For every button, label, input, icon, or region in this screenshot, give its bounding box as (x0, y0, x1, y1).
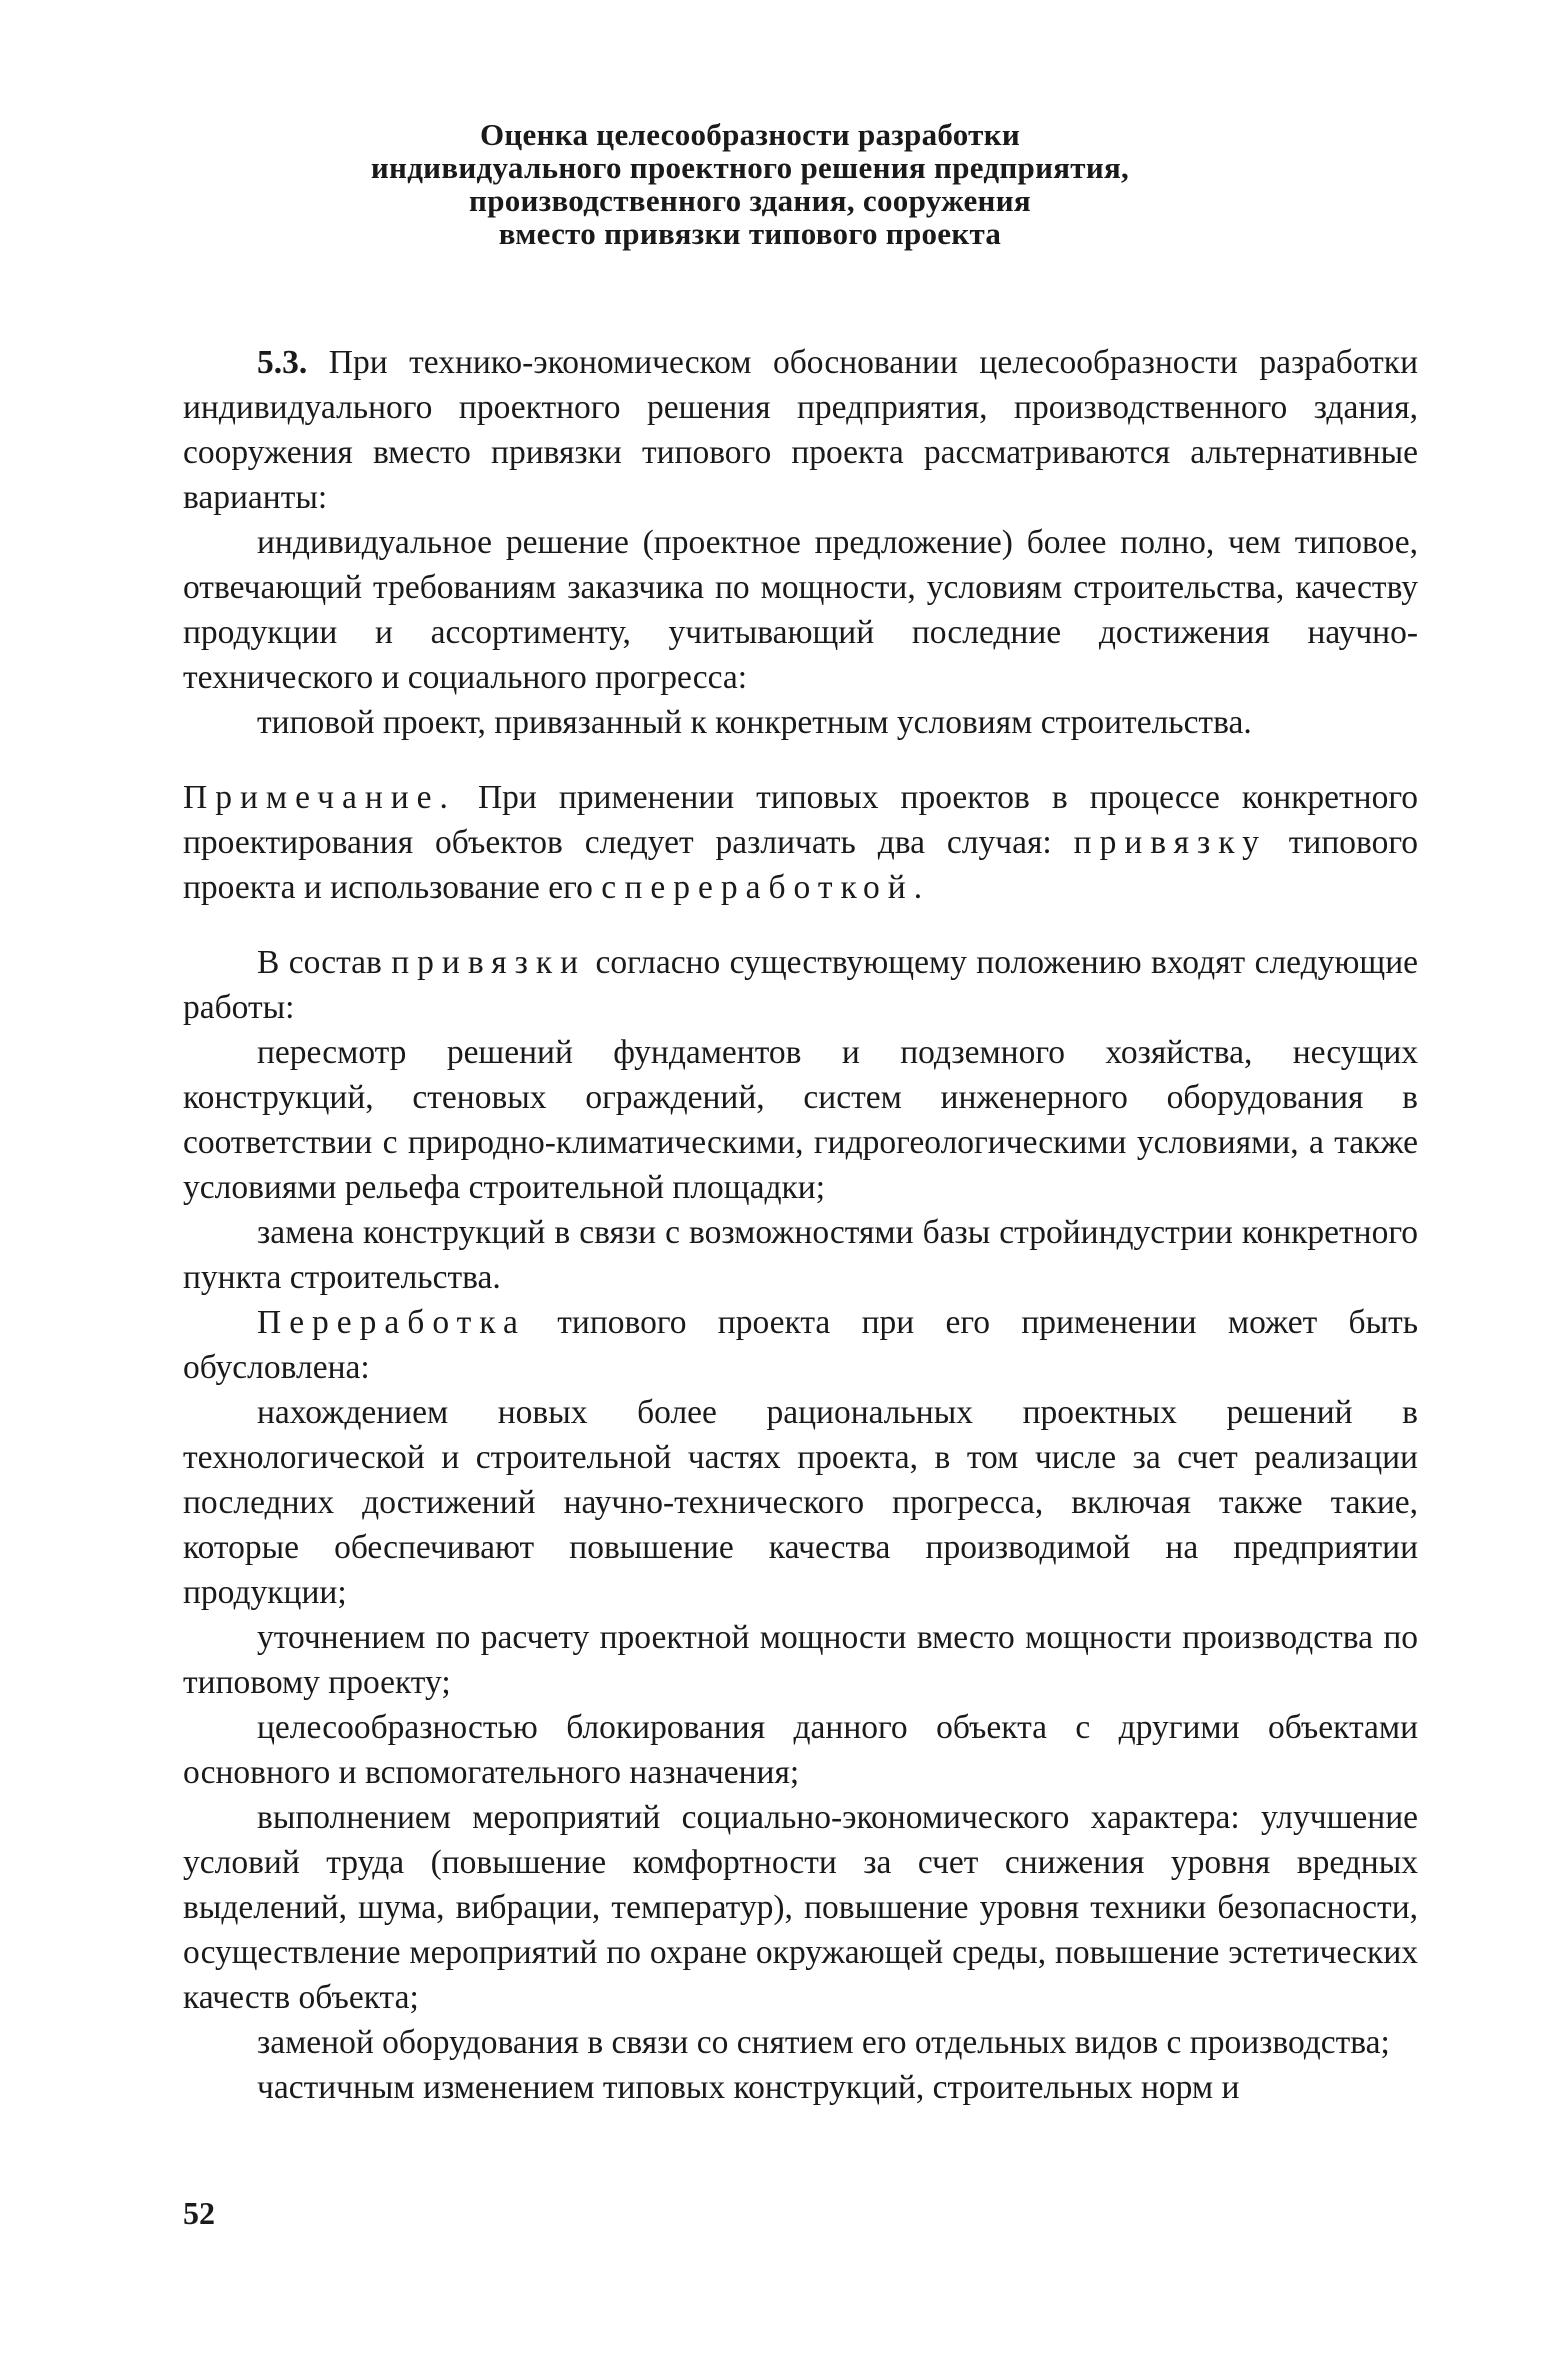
heading-line-3: производственного здания, сооружения (469, 183, 1031, 218)
binding-intro (183, 940, 1418, 1030)
heading-line-4: вместо привязки типового проекта (498, 216, 1002, 251)
binding-item-2: замена конструкций в связи с возможностями базы стройиндустрии конкретного пункта строительства. (183, 1214, 1418, 1296)
note-label: Примечание. (183, 779, 456, 816)
rework-item-6: частичным изменением типовых конструкций, строительных норм и (257, 2069, 1240, 2106)
binding-term: привязки (391, 944, 587, 981)
rework-term: Переработка (257, 1304, 526, 1341)
rework-item-2: уточнением по расчету проектной мощности вместо мощности производства по типовому проекту; (183, 1619, 1418, 1701)
note-term-rework: переработкой. (624, 869, 931, 906)
rework-item-1: нахождением новых более рациональных проектных решений в технологической и строительной частях проекта, в том числе за счет реализации последних достижений научно-технического прогресса, включая также такие, которые обеспечивают повышение качества производимой на предприятии продукции; (183, 1394, 1418, 1611)
rework-lead: типового проекта при его применении может быть обусловлена: (183, 1304, 1418, 1386)
note-text-a: При применении типовых проектов в процессе конкретного проектирования объектов следует различать два случая: (183, 779, 1418, 861)
section-number: 5.3. (257, 344, 308, 381)
note-term-binding: привязку (1073, 824, 1267, 861)
alternative-individual: индивидуальное решение (проектное предложение) более полно, чем типовое, отвечающий требованиям заказчика по мощности, условиям строительства, качеству продукции и ассортименту, учитывающий последние достижения научно-технического и социального прогресса: (183, 524, 1418, 696)
rework-item-5: заменой оборудования в связи со снятием его отдельных видов с производства; (257, 2024, 1390, 2061)
binding-item-1: пересмотр решений фундаментов и подземного хозяйства, несущих конструкций, стеновых ограждений, систем инженерного оборудования в соответствии с природно-климатическими, гидрогеологическими условиями, а также условиями рельефа строительной площадки; (183, 1034, 1418, 1206)
heading-line-2: индивидуального проектного решения предприятия, (370, 150, 1130, 185)
rework-item-3: целесообразностью блокирования данного объекта с другими объектами основного и вспомогательного назначения; (183, 1709, 1418, 1791)
binding-lead-a: В состав (257, 944, 382, 981)
alternative-typical: типовой проект, привязанный к конкретным условиям строительства. (257, 704, 1252, 741)
section-heading (340, 118, 1160, 250)
body-text (183, 340, 1418, 2110)
paragraph-5-3 (183, 340, 1418, 520)
heading-line-1: Оценка целесообразности разработки (479, 117, 1021, 152)
paragraph-5-3-text: При технико-экономическом обосновании целесообразности разработки индивидуального проектного решения предприятия, производственного здания, сооружения вместо привязки типового проекта рассматриваются альтернативные варианты: (183, 344, 1418, 516)
rework-item-4: выполнением мероприятий социально-экономического характера: улучшение условий труда (повышение комфортности за счет снижения уровня вредных выделений, шума, вибрации, температур), повышение уровня техники безопасности, осуществление мероприятий по охране окружающей среды, повышение эстетических качеств объекта; (183, 1799, 1418, 2016)
note-paragraph (183, 775, 1418, 910)
binding-lead-b: согласно существующему положению входят следующие работы: (183, 944, 1419, 1026)
note-text-b: типового проекта и использование его с (183, 824, 1419, 906)
page-number: 52 (183, 2195, 215, 2231)
rework-intro (183, 1300, 1418, 1390)
